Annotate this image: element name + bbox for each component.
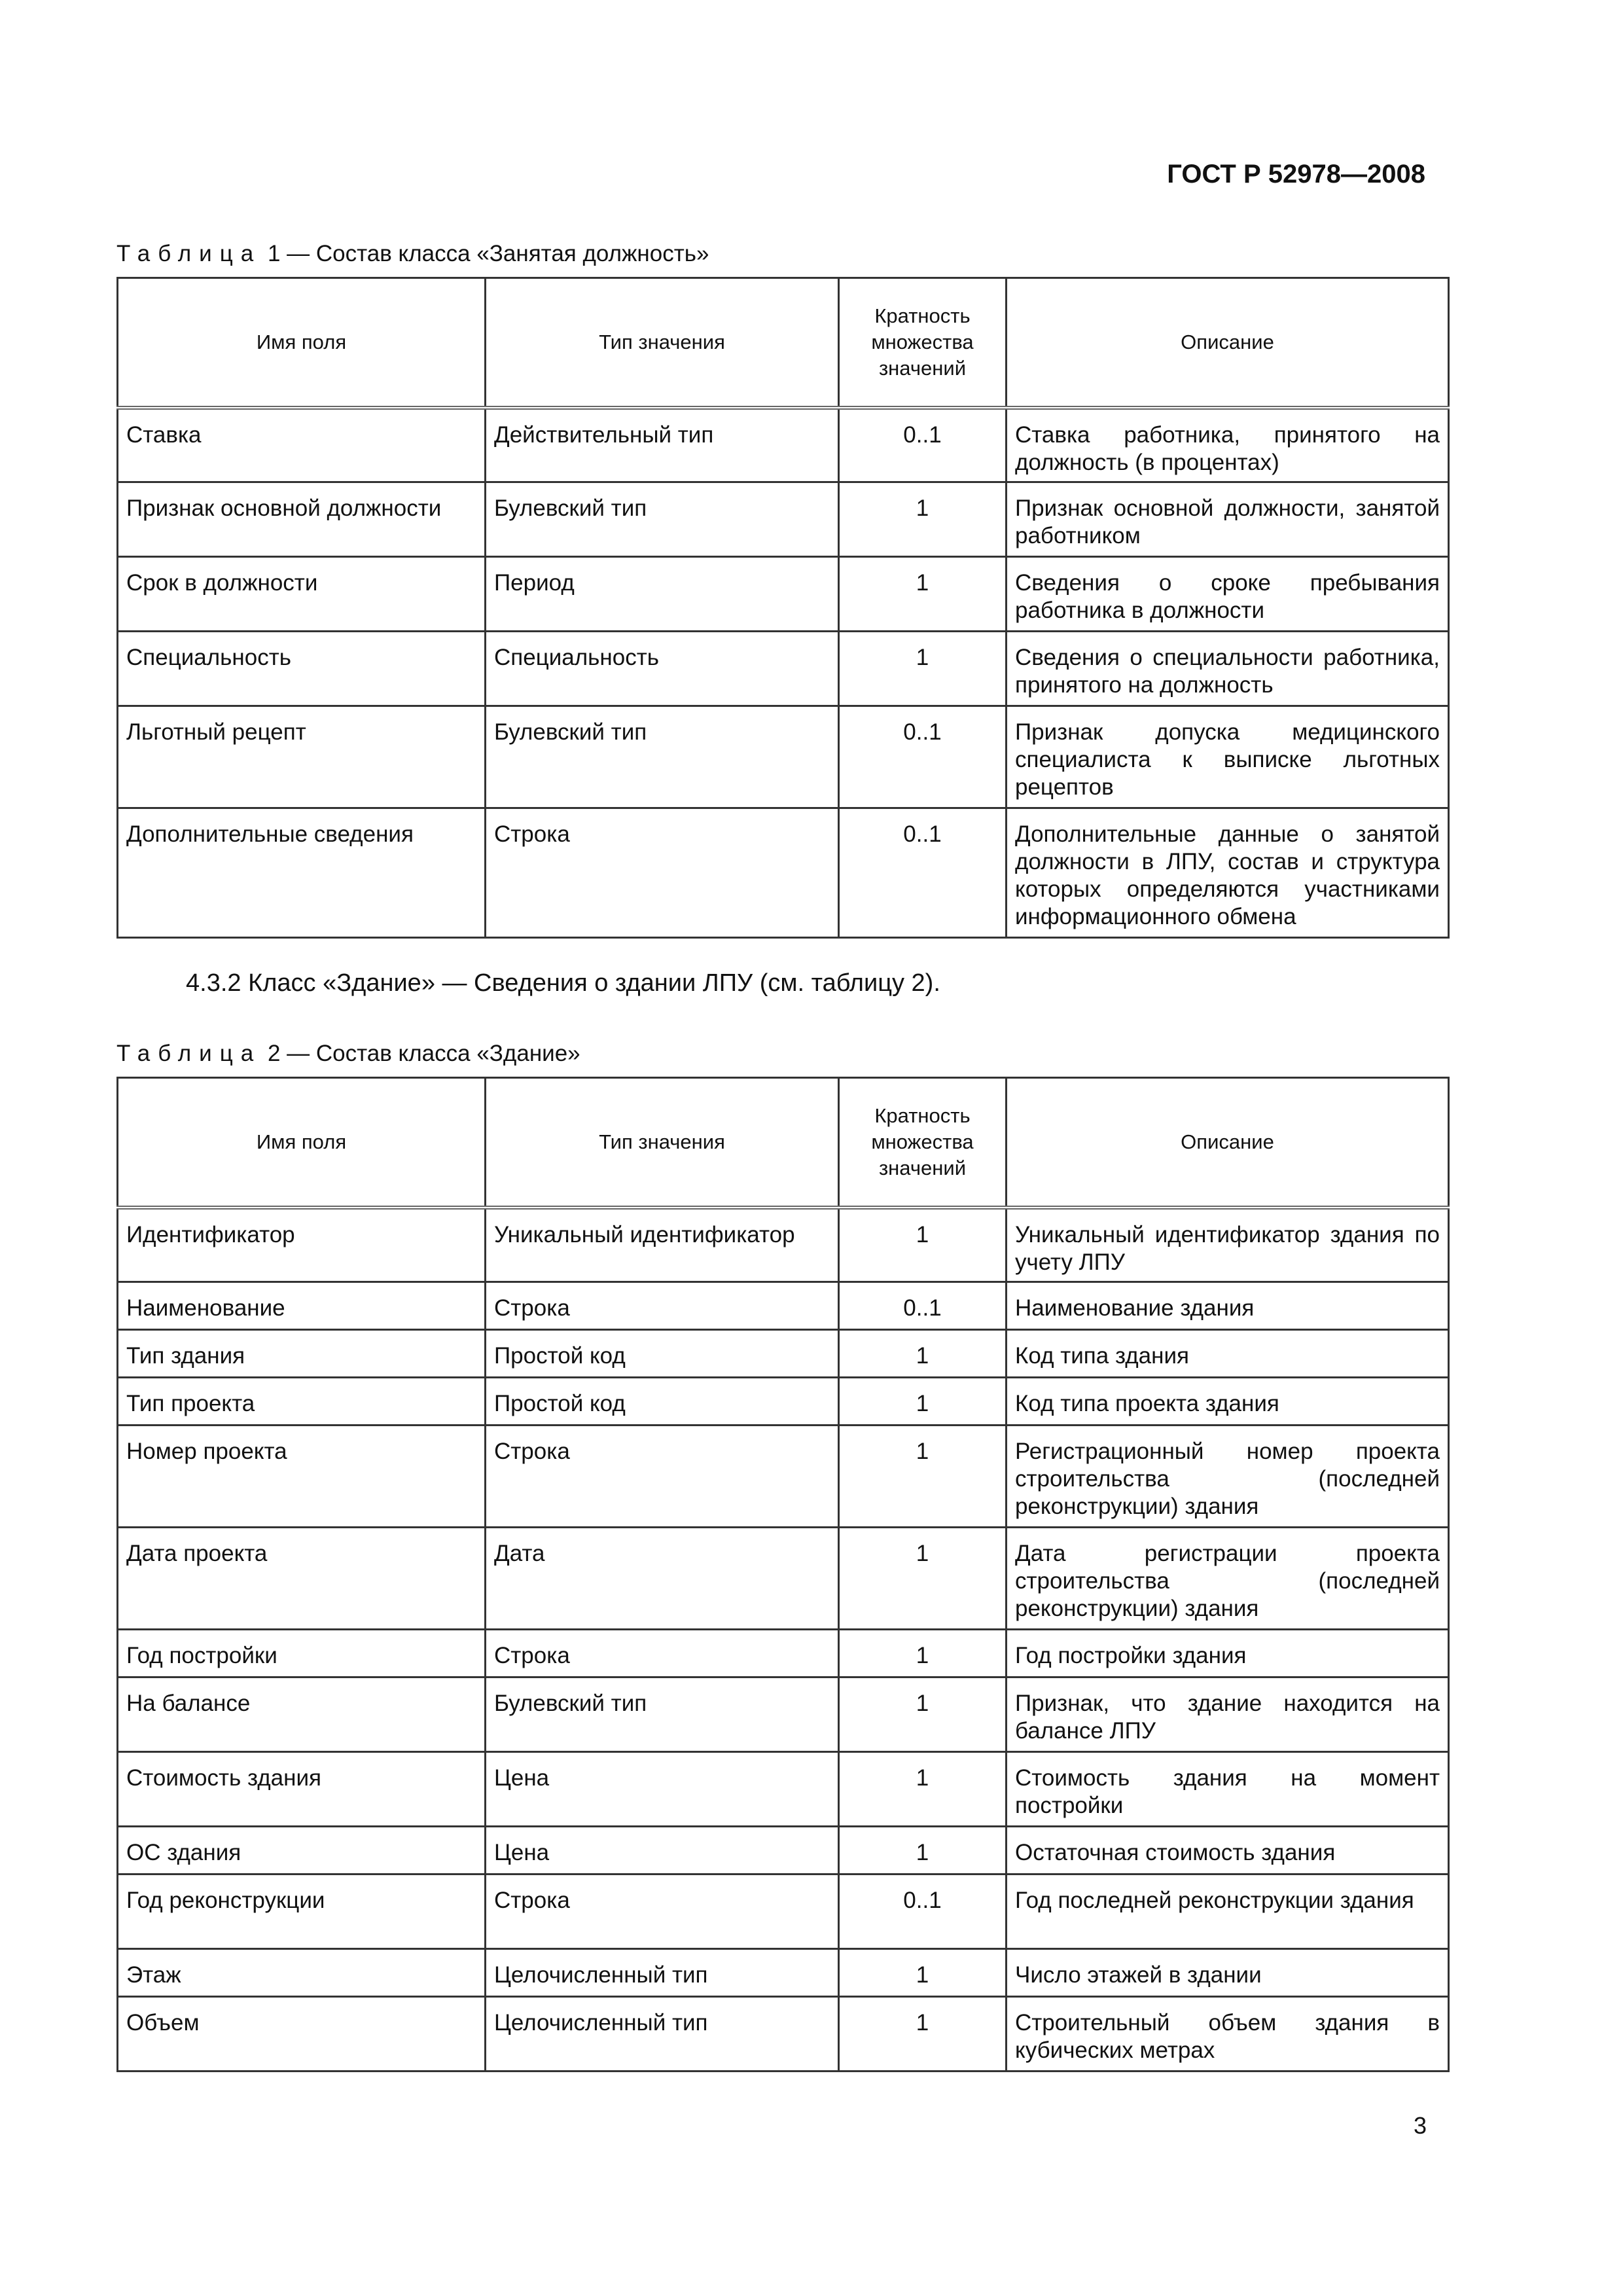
field-name: Специальность [118,632,486,706]
table1-header-row [118,278,1449,408]
field-name: Дата проекта [118,1528,486,1630]
table1-caption [116,241,709,267]
table1-col-header: Имя поля [118,278,486,408]
table-row [118,408,1449,482]
description: Признак, что здание находится на балансе ЛПУ [1007,1677,1449,1752]
table-row [118,632,1449,706]
table-row [118,808,1449,938]
value-type: Целочисленный тип [486,1949,839,1997]
description: Остаточная стоимость здания [1007,1827,1449,1874]
table1-col-header: Кратность множества значений [839,278,1007,408]
value-type: Простой код [486,1330,839,1378]
table1-caption-text: 1 — Состав класса «Занятая должность» [267,241,709,266]
value-type: Период [486,557,839,632]
multiplicity: 1 [839,1330,1007,1378]
multiplicity: 1 [839,1827,1007,1874]
multiplicity: 1 [839,482,1007,557]
value-type: Строка [486,808,839,938]
value-type: Строка [486,1630,839,1677]
description: Стоимость здания на момент постройки [1007,1752,1449,1827]
value-type: Специальность [486,632,839,706]
multiplicity: 0..1 [839,408,1007,482]
description: Код типа здания [1007,1330,1449,1378]
multiplicity: 1 [839,1677,1007,1752]
description: Код типа проекта здания [1007,1378,1449,1426]
field-name: Наименование [118,1282,486,1330]
field-name: Номер проекта [118,1426,486,1528]
value-type: Уникальный идентификатор [486,1208,839,1282]
multiplicity: 0..1 [839,1874,1007,1949]
multiplicity: 1 [839,1630,1007,1677]
field-name: Тип проекта [118,1378,486,1426]
field-name: Год постройки [118,1630,486,1677]
field-name: Льготный рецепт [118,706,486,808]
table2-caption [116,1041,580,1067]
multiplicity: 1 [839,1378,1007,1426]
multiplicity: 1 [839,1208,1007,1282]
field-name: Тип здания [118,1330,486,1378]
table2-header-row [118,1078,1449,1208]
table-row [118,1378,1449,1426]
value-type: Действительный тип [486,408,839,482]
document-code: ГОСТ Р 52978—2008 [1167,160,1425,188]
section-text: 4.3.2 Класс «Здание» — Сведения о здании ЛПУ (см. таблицу 2). [186,969,940,997]
description: Наименование здания [1007,1282,1449,1330]
description: Год последней реконструкции здания [1007,1874,1449,1949]
value-type: Строка [486,1874,839,1949]
description: Сведения о специальности работника, принятого на должность [1007,632,1449,706]
multiplicity: 1 [839,1426,1007,1528]
value-type: Строка [486,1426,839,1528]
value-type: Целочисленный тип [486,1997,839,2072]
multiplicity: 0..1 [839,808,1007,938]
field-name: Дополнительные сведения [118,808,486,938]
table2 [116,1077,1450,2072]
description: Строительный объем здания в кубических метрах [1007,1997,1449,2072]
table1-caption-word: Таблица [116,241,262,266]
value-type: Булевский тип [486,1677,839,1752]
field-name: Объем [118,1997,486,2072]
table-row [118,1426,1449,1528]
description: Регистрационный номер проекта строительства (последней реконструкции) здания [1007,1426,1449,1528]
description: Признак основной должности, занятой работником [1007,482,1449,557]
page-number: 3 [1413,2112,1427,2139]
description: Уникальный идентификатор здания по учету ЛПУ [1007,1208,1449,1282]
description: Год постройки здания [1007,1630,1449,1677]
field-name: Год реконструкции [118,1874,486,1949]
value-type: Булевский тип [486,482,839,557]
table-row [118,1282,1449,1330]
table2-col-header: Тип значения [486,1078,839,1208]
table-row [118,1874,1449,1949]
value-type: Цена [486,1827,839,1874]
table-row [118,706,1449,808]
table2-col-header: Имя поля [118,1078,486,1208]
table2-col-header: Кратность множества значений [839,1078,1007,1208]
field-name: Стоимость здания [118,1752,486,1827]
table-row [118,1208,1449,1282]
table1 [116,277,1450,939]
field-name: Этаж [118,1949,486,1997]
table2-caption-word: Таблица [116,1041,262,1066]
description: Число этажей в здании [1007,1949,1449,1997]
value-type: Булевский тип [486,706,839,808]
table-row [118,482,1449,557]
table-row [118,1752,1449,1827]
multiplicity: 1 [839,557,1007,632]
table-row [118,1997,1449,2072]
value-type: Строка [486,1282,839,1330]
table1-col-header: Описание [1007,278,1449,408]
multiplicity: 1 [839,1997,1007,2072]
multiplicity: 0..1 [839,1282,1007,1330]
field-name: ОС здания [118,1827,486,1874]
field-name: Признак основной должности [118,482,486,557]
table2-caption-text: 2 — Состав класса «Здание» [267,1041,580,1066]
value-type: Простой код [486,1378,839,1426]
table1-col-header: Тип значения [486,278,839,408]
field-name: Идентификатор [118,1208,486,1282]
field-name: На балансе [118,1677,486,1752]
field-name: Срок в должности [118,557,486,632]
multiplicity: 1 [839,1949,1007,1997]
table2-col-header: Описание [1007,1078,1449,1208]
description: Сведения о сроке пребывания работника в должности [1007,557,1449,632]
table-row [118,1827,1449,1874]
multiplicity: 1 [839,632,1007,706]
table-row [118,1677,1449,1752]
table-row [118,1528,1449,1630]
value-type: Цена [486,1752,839,1827]
multiplicity: 0..1 [839,706,1007,808]
value-type: Дата [486,1528,839,1630]
description: Дополнительные данные о занятой должности в ЛПУ, состав и структура которых определяются участниками информационного обмена [1007,808,1449,938]
table-row [118,1630,1449,1677]
field-name: Ставка [118,408,486,482]
description: Дата регистрации проекта строительства (последней реконструкции) здания [1007,1528,1449,1630]
table-row [118,557,1449,632]
description: Признак допуска медицинского специалиста к выписке льготных рецептов [1007,706,1449,808]
multiplicity: 1 [839,1752,1007,1827]
table-row [118,1949,1449,1997]
description: Ставка работника, принятого на должность (в процентах) [1007,408,1449,482]
multiplicity: 1 [839,1528,1007,1630]
table-row [118,1330,1449,1378]
